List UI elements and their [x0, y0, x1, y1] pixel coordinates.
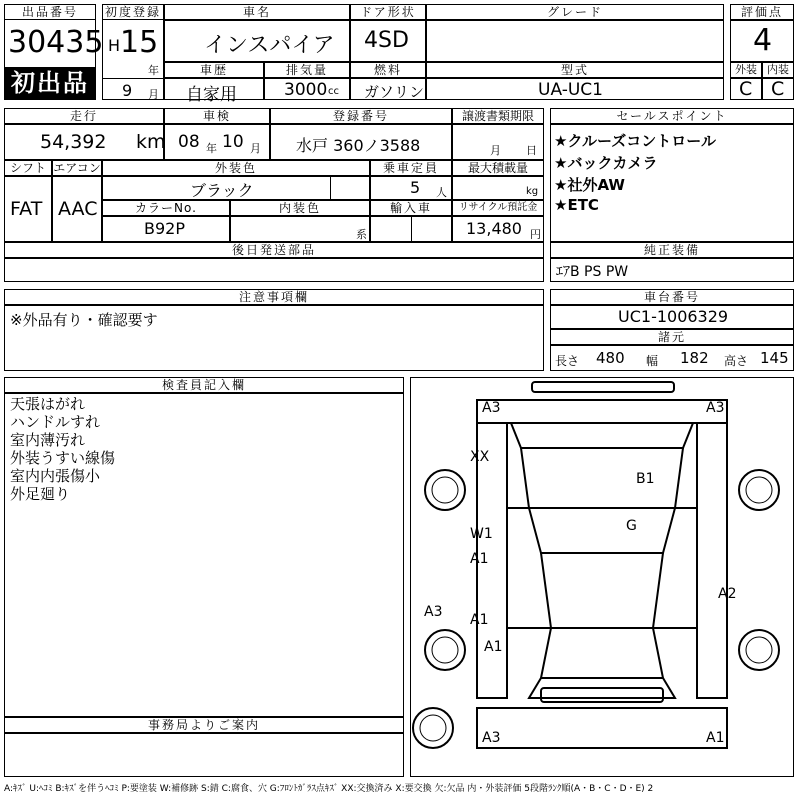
- transfer-doc-label: 譲渡書類期限: [452, 108, 544, 124]
- inspector-line: 外足廻り: [10, 485, 71, 503]
- damage-mark: A1: [470, 612, 489, 628]
- first-reg-month: 9: [122, 81, 133, 100]
- displacement-label: 排気量: [264, 62, 350, 78]
- selling-point-item: ★ETC: [554, 196, 599, 214]
- car-name-label: 車名: [164, 4, 350, 20]
- car-diagram: [410, 377, 794, 777]
- lot-number: 30435: [8, 25, 104, 60]
- damage-mark: XX: [470, 449, 490, 465]
- registration-value: 水戸 360ノ3588: [296, 136, 421, 155]
- first-reg-month-unit: 月: [148, 88, 159, 101]
- front-bumper-top: [532, 382, 674, 392]
- damage-mark: A3: [482, 400, 501, 416]
- aircon-value: AAC: [58, 198, 98, 220]
- later-parts-cell: [4, 258, 544, 282]
- inspection-year: 08: [178, 132, 200, 152]
- inspection-month-unit: 月: [250, 142, 261, 155]
- dimensions-cell: [550, 345, 794, 371]
- ext-grade-value: C: [739, 78, 753, 100]
- recycle-label: リサイクル預託金: [452, 200, 544, 216]
- capacity-label: 乗車定員: [370, 160, 452, 176]
- fuel-label: 燃料: [350, 62, 426, 78]
- spare-wheel: [413, 708, 453, 748]
- dimensions-label: 諸元: [550, 329, 794, 345]
- transfer-doc-month-unit: 月: [490, 144, 501, 157]
- shift-label: シフト: [4, 160, 52, 176]
- int-grade-value: C: [771, 78, 785, 100]
- history-label: 車歴: [164, 62, 264, 78]
- damage-mark: B1: [636, 471, 655, 487]
- interior-color-unit: 系: [356, 228, 367, 241]
- first-reg-label: 初度登録: [102, 4, 164, 20]
- hood-line: [511, 423, 693, 448]
- score-value: 4: [753, 23, 773, 58]
- genuine-equipment-label: 純正装備: [550, 242, 794, 258]
- inspector-line: 外装うすい線傷: [10, 449, 116, 467]
- max-load-label: 最大積載量: [452, 160, 544, 176]
- grade-cell: [426, 20, 724, 62]
- first-reg-year-unit: 年: [148, 64, 159, 77]
- car-name: インスパイア: [204, 33, 335, 58]
- registration-label: 登録番号: [270, 108, 452, 124]
- roof-front: [529, 508, 675, 553]
- selling-point-item: ★バックカメラ: [554, 154, 658, 172]
- inspection-label: 車検: [164, 108, 270, 124]
- capacity-unit: 人: [436, 186, 447, 199]
- height-label: 高さ: [724, 354, 749, 368]
- door-label: ドア形状: [350, 4, 426, 20]
- front-section: [477, 400, 727, 423]
- damage-mark: A1: [706, 730, 725, 746]
- inspection-year-unit: 年: [206, 142, 217, 155]
- inspector-line: 室内内張傷小: [10, 467, 101, 485]
- damage-mark: A3: [706, 400, 725, 416]
- legend: A:ｷｽﾞ U:ﾍｺﾐ B:ｷｽﾞを伴うﾍｺﾐ P:要塗装 W:補修跡 S:錆 C:腐食、穴 G:ﾌﾛﾝﾄｶﾞﾗｽ点ｷｽﾞ XX:交換済み X:要交換 欠:欠品 内・外装評価 5段階ﾗﾝｸ順(A・B・C・D・E) 2: [4, 784, 654, 794]
- damage-mark: A1: [470, 551, 489, 567]
- exterior-color-value: ブラック: [190, 181, 254, 200]
- selling-points-label: セールスポイント: [550, 108, 794, 124]
- right-side: [697, 423, 727, 698]
- chassis-value: UC1-1006329: [618, 307, 729, 326]
- score-label: 評価点: [730, 4, 794, 20]
- length-value: 480: [596, 349, 625, 367]
- height-value: 145: [760, 349, 789, 367]
- capacity-value: 5: [410, 178, 421, 197]
- model-value: UA-UC1: [538, 80, 603, 100]
- first-reg-year: 15: [120, 25, 159, 60]
- width-label: 幅: [646, 354, 659, 368]
- transfer-doc-day-unit: 日: [526, 144, 537, 157]
- damage-mark: A1: [484, 639, 503, 655]
- grade-label: グレード: [426, 4, 724, 20]
- mileage-unit: km: [136, 131, 166, 153]
- import-label: 輸入車: [370, 200, 452, 216]
- displacement-unit: cc: [328, 86, 339, 97]
- genuine-equipment-value: ｴｱB PS PW: [556, 264, 629, 280]
- wheel-front-left: [425, 470, 465, 510]
- inspector-line: ハンドルすれ: [10, 413, 101, 431]
- inspector-line: 室内薄汚れ: [10, 431, 86, 449]
- wheel-rear-left: [425, 630, 465, 670]
- damage-mark: A3: [424, 604, 443, 620]
- fuel-value: ガソリン: [364, 83, 425, 101]
- wheel-rear-right: [739, 630, 779, 670]
- chassis-label: 車台番号: [550, 289, 794, 305]
- selling-point-item: ★社外AW: [554, 176, 625, 194]
- car-diagram-svg: [411, 378, 793, 776]
- mileage-value: 54,392: [40, 131, 107, 153]
- recycle-value: 13,480: [466, 219, 522, 238]
- damage-mark: A2: [718, 586, 737, 602]
- interior-color-cell: [230, 216, 370, 242]
- office-cell: [4, 733, 404, 777]
- exterior-color-divider: [330, 176, 331, 200]
- exterior-color-label: 外装色: [102, 160, 370, 176]
- color-no-value: B92P: [144, 219, 185, 238]
- damage-mark: G: [626, 518, 637, 534]
- windshield: [521, 448, 683, 508]
- rear-section: [477, 708, 727, 748]
- length-label: 長さ: [555, 354, 580, 368]
- selling-point-item: ★クルーズコントロール: [554, 132, 716, 150]
- recycle-unit: 円: [530, 228, 541, 241]
- width-value: 182: [680, 349, 709, 367]
- first-reg-era: H: [108, 36, 121, 55]
- history-value: 自家用: [186, 85, 237, 105]
- inspector-label: 検査員記入欄: [4, 377, 404, 393]
- displacement-value: 3000: [284, 80, 328, 100]
- color-no-label: カラーNo.: [102, 200, 230, 216]
- first-listing-badge: 初出品: [5, 67, 95, 99]
- office-label: 事務局よりご案内: [4, 717, 404, 733]
- later-parts-label: 後日発送部品: [4, 242, 544, 258]
- damage-mark: A3: [482, 730, 501, 746]
- aircon-label: エアコン: [53, 161, 101, 175]
- roof: [541, 553, 663, 628]
- max-load-unit: kg: [526, 186, 539, 197]
- int-grade-label: 内装: [762, 62, 794, 78]
- wheel-front-right: [739, 470, 779, 510]
- notes-value: ※外品有り・確認要す: [10, 311, 158, 329]
- lot-label: 出品番号: [4, 4, 96, 20]
- rear-bumper-top: [541, 688, 663, 702]
- model-label: 型式: [426, 62, 724, 78]
- inspector-line: 天張はがれ: [10, 395, 86, 413]
- ext-grade-label: 外装: [730, 62, 762, 78]
- mileage-label: 走行: [4, 108, 164, 124]
- interior-color-label: 内装色: [230, 200, 370, 216]
- inspection-month: 10: [222, 132, 244, 152]
- notes-label: 注意事項欄: [4, 289, 544, 305]
- rear-glass: [541, 628, 663, 678]
- damage-mark: W1: [470, 526, 493, 542]
- import-divider: [411, 216, 412, 242]
- shift-value: FAT: [10, 198, 43, 220]
- door-type: 4SD: [364, 28, 409, 53]
